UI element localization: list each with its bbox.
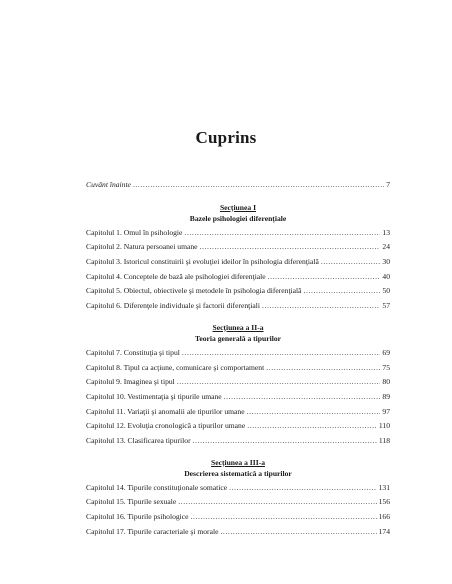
leader-dots [247,422,377,430]
section-heading: Secţiunea a III-a [210,457,265,467]
toc-entry[interactable] [86,484,390,499]
toc-entry-label: Capitolul 10. Vestimentaţia şi tipurile umane [86,391,222,401]
toc-entry-page: 57 [382,301,390,311]
leader-dots [321,258,381,266]
section-subheading: Descrierea sistematică a tipurilor [184,468,292,478]
toc-entry[interactable] [86,498,390,513]
toc-entry-page: 30 [382,257,390,267]
leader-dots [178,498,376,506]
toc-entry-page: 75 [382,362,390,372]
toc-entry-intro[interactable] [86,181,390,196]
toc-entry[interactable] [86,364,390,379]
section-heading: Secţiunea a II-a [212,322,264,332]
leader-dots [224,393,381,401]
toc-entry-page: 40 [382,271,390,281]
toc-entry-label: Capitolul 2. Natura persoanei umane [86,242,198,252]
toc-entry[interactable] [86,393,390,408]
toc-entry-label: Capitolul 17. Tipurile caracteriale şi morale [86,526,219,536]
toc-entry-page: 50 [382,286,390,296]
toc-entry-page: 131 [378,482,390,492]
toc-entry-page: 13 [382,227,390,237]
toc-entry[interactable] [86,437,390,452]
leader-dots [247,408,381,416]
toc-entry-label: Capitolul 13. Clasificarea tipurilor [86,435,191,445]
toc-entry[interactable] [86,528,390,543]
leader-dots [193,437,377,445]
leader-dots [268,273,381,281]
toc-entry-page: 7 [386,180,390,189]
toc-entry[interactable] [86,287,390,302]
leader-dots [304,287,381,295]
toc-entry-page: 24 [382,242,390,252]
toc-entry[interactable] [86,422,390,437]
page-title: Cuprins [195,128,257,147]
toc-entry-label: Capitolul 8. Tipul ca acţiune, comunicare şi comportament [86,362,265,372]
toc-entry[interactable] [86,349,390,364]
toc-entry-label: Capitolul 14. Tipurile constituţionale somatice [86,482,228,492]
toc-entry-page: 69 [382,347,390,357]
toc-entry[interactable] [86,408,390,423]
leader-dots [200,243,381,251]
toc-entry-label: Cuvânt înainte [86,180,131,189]
toc-entry[interactable] [86,302,390,317]
toc-entry-label: Capitolul 16. Tipurile psihologice [86,512,189,521]
section-subheading: Teoria generală a tipurilor [195,333,281,343]
toc-entry-label: Capitolul 7. Constituţia şi tipul [86,347,180,357]
section-subheading: Bazele psihologiei diferenţiale [189,213,287,223]
leader-dots [262,302,380,310]
leader-dots [184,229,380,237]
toc-entry-page: 174 [378,526,390,536]
toc-entry[interactable] [86,258,390,273]
toc-entry[interactable] [86,243,390,258]
toc-entry-label: Capitolul 1. Omul în psihologie [86,227,183,237]
toc-entry[interactable] [86,513,390,528]
toc-entry-label: Capitolul 12. Evoluţia cronologică a tipurilor umane [86,421,246,431]
toc-entry-label: Capitolul 9. Imaginea şi tipul [86,377,175,387]
leader-dots [177,378,381,386]
toc-entry[interactable] [86,229,390,244]
toc-entry-label: Capitolul 3. Istoricul constituirii şi evoluţiei ideilor în psihologia diferenţială [86,257,319,267]
toc-entry-page: 110 [378,421,390,431]
toc-entry-page: 89 [382,391,390,401]
leader-dots [229,484,377,492]
toc-entry-label: Capitolul 4. Conceptele de bază ale psihologiei diferenţiale [86,271,266,281]
toc-entry-label: Capitolul 6. Diferenţele individuale şi factorii diferenţiali [86,301,260,311]
leader-dots [133,181,384,189]
toc-entry-page: 80 [382,377,390,387]
leader-dots [182,349,381,357]
toc-entry[interactable] [86,273,390,288]
table-of-contents [86,181,390,542]
toc-entry-page: 97 [382,406,390,416]
toc-entry-page: 156 [378,497,390,507]
leader-dots [191,513,377,521]
section-heading: Secţiunea I [219,202,257,212]
toc-entry-label: Capitolul 5. Obiectul, obiectivele şi metodele în psihologia diferenţială [86,286,302,296]
leader-dots [220,528,376,536]
toc-entry-page: 118 [378,435,390,445]
toc-entry-page: 166 [378,512,390,521]
toc-entry-label: Capitolul 11. Variaţii şi anomalii ale tipurilor umane [86,406,245,416]
toc-entry-label: Capitolul 15. Tipurile sexuale [86,497,177,507]
toc-entry[interactable] [86,378,390,393]
leader-dots [266,364,380,372]
